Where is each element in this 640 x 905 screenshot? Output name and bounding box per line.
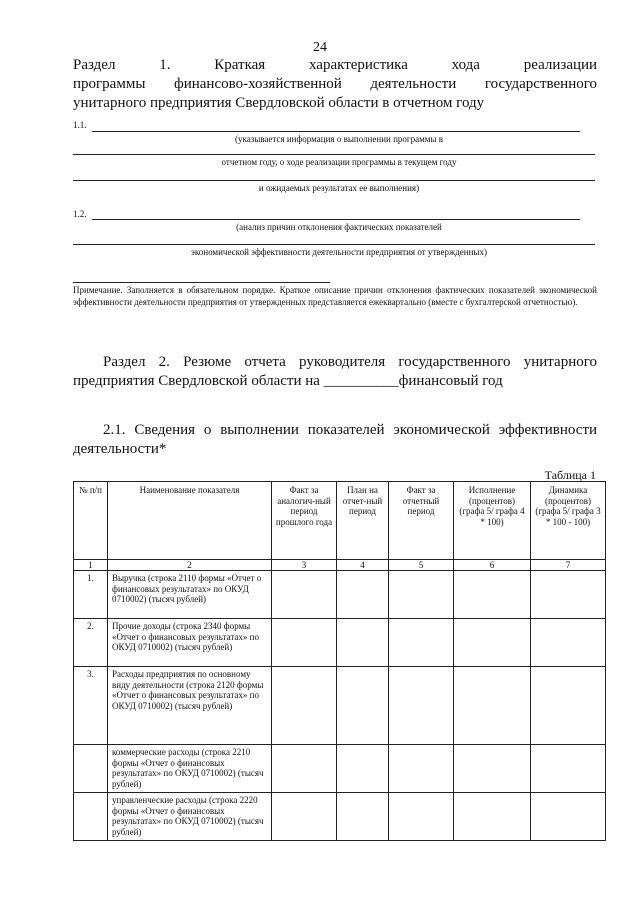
cell-fact-prev[interactable] xyxy=(272,619,337,667)
field-1-1-line-2[interactable] xyxy=(73,154,595,155)
cell-fact[interactable] xyxy=(389,667,454,745)
section2-heading xyxy=(73,353,597,391)
section2-1-line2: деятельности* xyxy=(73,441,167,457)
section1-line2: программы финансово-хозяйственной деятельности государственного xyxy=(73,76,597,92)
cell-plan[interactable] xyxy=(337,571,389,619)
cell-dynamics[interactable] xyxy=(531,571,606,619)
cell-dynamics[interactable] xyxy=(531,619,606,667)
header-dynamics: Динамика (процентов) (графа 5/ графа 3 * 100 - 100) xyxy=(531,482,606,560)
cell-plan[interactable] xyxy=(337,793,389,841)
cell-fact-prev[interactable] xyxy=(272,793,337,841)
col-number: 7 xyxy=(531,560,606,571)
row-num: 2. xyxy=(74,619,108,667)
section2-1-line1: 2.1. Сведения о выполнении показателей экономической эффективности xyxy=(103,422,598,438)
table-row xyxy=(74,793,606,841)
cell-dynamics[interactable] xyxy=(531,745,606,793)
row-num xyxy=(74,793,108,841)
cell-fact-prev[interactable] xyxy=(272,571,337,619)
col-number: 6 xyxy=(454,560,531,571)
header-plan: План на отчет-ный период xyxy=(337,482,389,560)
field-1-1-caption-3: и ожидаемых результатах ее выполнения) xyxy=(258,183,420,193)
col-number: 1 xyxy=(74,560,108,571)
field-1-2-caption-1: (анализ причин отклонения фактических показателей xyxy=(236,222,442,232)
field-1-1-line-1[interactable] xyxy=(92,131,580,132)
table1-caption: Таблица 1 xyxy=(544,468,596,482)
header-execution: Исполнение (процентов) (графа 5/ графа 4 * 100) xyxy=(454,482,531,560)
table1-column-numbers xyxy=(74,560,606,571)
page-number: 24 xyxy=(313,40,327,55)
table-row xyxy=(74,619,606,667)
row-num: 3. xyxy=(74,667,108,745)
table-row xyxy=(74,571,606,619)
field-1-1-caption-1: (указывается информация о выполнении программы в xyxy=(234,134,444,144)
row-name: Прочие доходы (строка 2340 формы «Отчет о финансовых результатах» по ОКУД 0710002) (тысяч рублей) xyxy=(108,619,272,667)
section2-line2: предприятия Свердловской области на __________финансовый год xyxy=(73,373,503,389)
col-number: 4 xyxy=(337,560,389,571)
field-1-2-line-1[interactable] xyxy=(92,219,580,220)
header-num: № п/п xyxy=(74,482,108,560)
row-name: управленческие расходы (строка 2220 формы «Отчет о финансовых результатах» по ОКУД 0710002) (тысяч рублей) xyxy=(108,793,272,841)
cell-execution[interactable] xyxy=(454,619,531,667)
cell-dynamics[interactable] xyxy=(531,667,606,745)
cell-fact[interactable] xyxy=(389,745,454,793)
header-fact: Факт за отчетный период xyxy=(389,482,454,560)
cell-fact-prev[interactable] xyxy=(272,745,337,793)
header-fact-prev: Факт за аналогич-ный период прошлого года xyxy=(272,482,337,560)
note-divider xyxy=(73,282,330,283)
cell-fact-prev[interactable] xyxy=(272,667,337,745)
row-num: 1. xyxy=(74,571,108,619)
row-name: Расходы предприятия по основному виду деятельности (строка 2120 формы «Отчет о финансовых результатах» по ОКУД 0710002) (тысяч рублей) xyxy=(108,667,272,745)
cell-fact[interactable] xyxy=(389,571,454,619)
cell-fact[interactable] xyxy=(389,793,454,841)
table1-header-row xyxy=(74,482,606,560)
section1-line1: Раздел 1. Краткая характеристика хода реализации xyxy=(73,57,598,73)
field-1-1-line-3[interactable] xyxy=(73,180,595,181)
section2-1-heading xyxy=(73,421,597,459)
cell-execution[interactable] xyxy=(454,571,531,619)
cell-execution[interactable] xyxy=(454,745,531,793)
cell-execution[interactable] xyxy=(454,667,531,745)
cell-plan[interactable] xyxy=(337,667,389,745)
cell-plan[interactable] xyxy=(337,745,389,793)
row-name: Выручка (строка 2110 формы «Отчет о финансовых результатах» по ОКУД 0710002) (тысяч рублей) xyxy=(108,571,272,619)
cell-execution[interactable] xyxy=(454,793,531,841)
table-row xyxy=(74,667,606,745)
table1 xyxy=(73,481,606,841)
field-1-2-caption-2: экономической эффективности деятельности предприятия от утвержденных) xyxy=(191,247,487,257)
section1-heading xyxy=(73,56,597,113)
field-1-1-caption-2: отчетном году, о ходе реализации программы в текущем году xyxy=(221,157,457,167)
col-number: 2 xyxy=(108,560,272,571)
section2-line1: Раздел 2. Резюме отчета руководителя государственного унитарного xyxy=(103,354,598,370)
col-number: 5 xyxy=(389,560,454,571)
header-name: Наименование показателя xyxy=(108,482,272,560)
cell-dynamics[interactable] xyxy=(531,793,606,841)
section1-line3: унитарного предприятия Свердловской области в отчетном году xyxy=(73,95,485,111)
field-1-2-line-2[interactable] xyxy=(73,244,595,245)
col-number: 3 xyxy=(272,560,337,571)
field-1-1-label: 1.1. xyxy=(73,120,87,130)
note: Примечание. Заполняется в обязательном порядке. Краткое описание причин отклонения фактических показателей экономической эффективности деятельности предприятия от утвержденных представляется ежеквартально (вместе с бухгалтерской отчетностью). xyxy=(73,285,597,307)
table-row xyxy=(74,745,606,793)
cell-fact[interactable] xyxy=(389,619,454,667)
row-num xyxy=(74,745,108,793)
row-name: коммерческие расходы (строка 2210 формы «Отчет о финансовых результатах» по ОКУД 0710002) (тысяч рублей) xyxy=(108,745,272,793)
field-1-2-label: 1.2. xyxy=(73,209,87,219)
cell-plan[interactable] xyxy=(337,619,389,667)
